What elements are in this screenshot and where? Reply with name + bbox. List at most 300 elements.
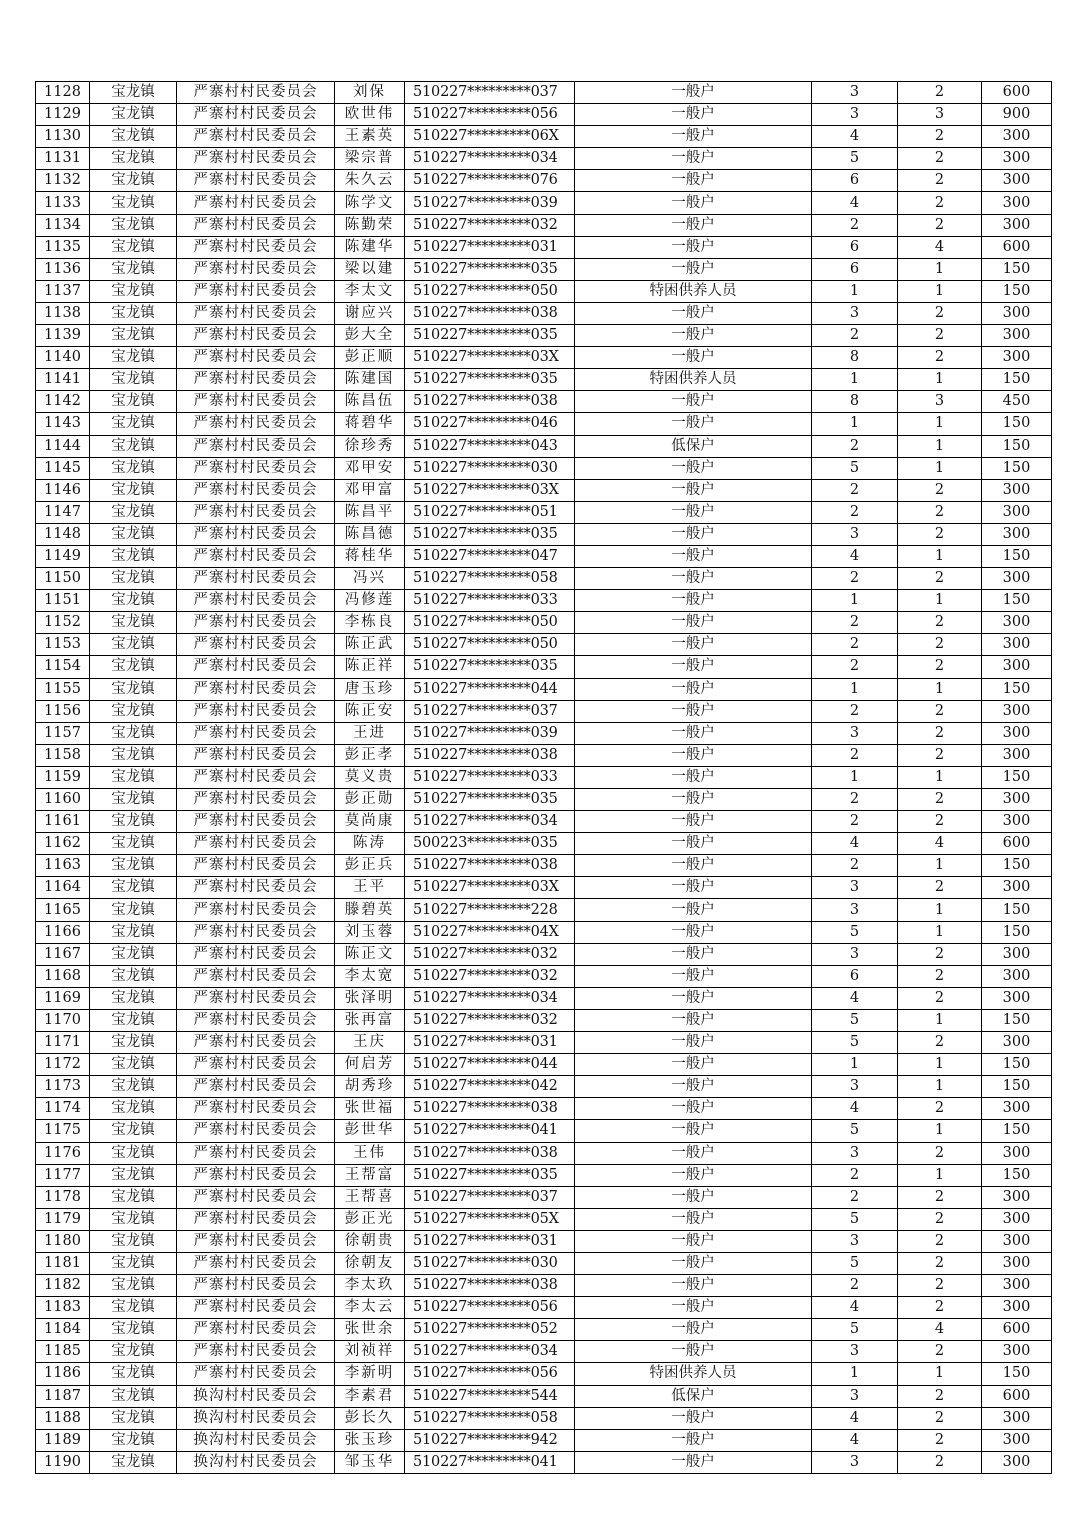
id-number-cell: 510227*********038	[405, 855, 575, 877]
table-row	[36, 1429, 1052, 1451]
person-name-cell: 张泽明	[335, 987, 405, 1009]
household-type-cell: 一般户	[575, 258, 812, 280]
person-name-cell: 李太云	[335, 1297, 405, 1319]
household-size-cell: 4	[812, 1297, 898, 1319]
town-cell: 宝龙镇	[90, 302, 177, 324]
town-cell: 宝龙镇	[90, 1076, 177, 1098]
amount-cell: 300	[982, 126, 1052, 148]
town-cell: 宝龙镇	[90, 811, 177, 833]
row-number-cell: 1128	[36, 82, 90, 104]
id-number-cell: 510227*********032	[405, 1009, 575, 1031]
household-type-cell: 一般户	[575, 457, 812, 479]
person-name-cell: 王庆	[335, 1032, 405, 1054]
amount-cell: 300	[982, 523, 1052, 545]
village-committee-cell: 严寨村村民委员会	[177, 1098, 335, 1120]
table-row	[36, 1252, 1052, 1274]
household-type-cell: 一般户	[575, 855, 812, 877]
amount-cell: 300	[982, 789, 1052, 811]
village-committee-cell: 严寨村村民委员会	[177, 126, 335, 148]
beneficiary-count-cell: 1	[898, 1009, 982, 1031]
household-size-cell: 3	[812, 1385, 898, 1407]
id-number-cell: 510227*********032	[405, 214, 575, 236]
id-number-cell: 510227*********05X	[405, 1208, 575, 1230]
household-size-cell: 8	[812, 347, 898, 369]
person-name-cell: 李素君	[335, 1385, 405, 1407]
household-type-cell: 一般户	[575, 1252, 812, 1274]
beneficiary-count-cell: 1	[898, 545, 982, 567]
person-name-cell: 陈勤荣	[335, 214, 405, 236]
household-type-cell: 一般户	[575, 877, 812, 899]
table-row	[36, 192, 1052, 214]
amount-cell: 150	[982, 280, 1052, 302]
person-name-cell: 彭正勋	[335, 789, 405, 811]
household-type-cell: 一般户	[575, 170, 812, 192]
village-committee-cell: 换沟村村民委员会	[177, 1385, 335, 1407]
id-number-cell: 510227*********033	[405, 590, 575, 612]
household-type-cell: 一般户	[575, 899, 812, 921]
id-number-cell: 500223*********035	[405, 833, 575, 855]
household-type-cell: 一般户	[575, 1407, 812, 1429]
amount-cell: 300	[982, 965, 1052, 987]
amount-cell: 300	[982, 987, 1052, 1009]
village-committee-cell: 严寨村村民委员会	[177, 1208, 335, 1230]
table-row	[36, 347, 1052, 369]
row-number-cell: 1147	[36, 501, 90, 523]
village-committee-cell: 严寨村村民委员会	[177, 236, 335, 258]
household-size-cell: 2	[812, 214, 898, 236]
table-row	[36, 104, 1052, 126]
row-number-cell: 1172	[36, 1054, 90, 1076]
table-row	[36, 148, 1052, 170]
village-committee-cell: 严寨村村民委员会	[177, 921, 335, 943]
id-number-cell: 510227*********228	[405, 899, 575, 921]
row-number-cell: 1137	[36, 280, 90, 302]
amount-cell: 300	[982, 943, 1052, 965]
table-row	[36, 855, 1052, 877]
town-cell: 宝龙镇	[90, 435, 177, 457]
household-size-cell: 1	[812, 590, 898, 612]
id-number-cell: 510227*********06X	[405, 126, 575, 148]
household-type-cell: 一般户	[575, 1208, 812, 1230]
amount-cell: 600	[982, 1385, 1052, 1407]
person-name-cell: 张玉珍	[335, 1429, 405, 1451]
person-name-cell: 王帮喜	[335, 1186, 405, 1208]
amount-cell: 300	[982, 1032, 1052, 1054]
id-number-cell: 510227*********076	[405, 170, 575, 192]
table-row	[36, 325, 1052, 347]
row-number-cell: 1175	[36, 1120, 90, 1142]
beneficiary-count-cell: 1	[898, 855, 982, 877]
village-committee-cell: 严寨村村民委员会	[177, 148, 335, 170]
village-committee-cell: 严寨村村民委员会	[177, 104, 335, 126]
household-type-cell: 一般户	[575, 479, 812, 501]
beneficiary-count-cell: 2	[898, 1429, 982, 1451]
row-number-cell: 1187	[36, 1385, 90, 1407]
household-type-cell: 一般户	[575, 1054, 812, 1076]
id-number-cell: 510227*********052	[405, 1319, 575, 1341]
row-number-cell: 1181	[36, 1252, 90, 1274]
household-size-cell: 2	[812, 700, 898, 722]
town-cell: 宝龙镇	[90, 1363, 177, 1385]
beneficiary-count-cell: 2	[898, 1186, 982, 1208]
beneficiary-count-cell: 2	[898, 634, 982, 656]
household-type-cell: 一般户	[575, 833, 812, 855]
table-row	[36, 1186, 1052, 1208]
person-name-cell: 彭正兵	[335, 855, 405, 877]
id-number-cell: 510227*********039	[405, 722, 575, 744]
table-row	[36, 1098, 1052, 1120]
person-name-cell: 李栋良	[335, 612, 405, 634]
beneficiary-count-cell: 2	[898, 1208, 982, 1230]
beneficiary-count-cell: 2	[898, 722, 982, 744]
row-number-cell: 1143	[36, 413, 90, 435]
table-row	[36, 744, 1052, 766]
beneficiary-count-cell: 2	[898, 943, 982, 965]
village-committee-cell: 严寨村村民委员会	[177, 1275, 335, 1297]
household-type-cell: 一般户	[575, 1186, 812, 1208]
household-type-cell: 一般户	[575, 82, 812, 104]
village-committee-cell: 严寨村村民委员会	[177, 899, 335, 921]
household-type-cell: 一般户	[575, 612, 812, 634]
table-row	[36, 170, 1052, 192]
household-size-cell: 1	[812, 678, 898, 700]
village-committee-cell: 严寨村村民委员会	[177, 1297, 335, 1319]
table-row	[36, 1208, 1052, 1230]
id-number-cell: 510227*********051	[405, 501, 575, 523]
id-number-cell: 510227*********038	[405, 1142, 575, 1164]
amount-cell: 300	[982, 1186, 1052, 1208]
row-number-cell: 1130	[36, 126, 90, 148]
table-row	[36, 612, 1052, 634]
village-committee-cell: 严寨村村民委员会	[177, 678, 335, 700]
row-number-cell: 1141	[36, 369, 90, 391]
household-type-cell: 一般户	[575, 568, 812, 590]
table-row	[36, 126, 1052, 148]
town-cell: 宝龙镇	[90, 126, 177, 148]
beneficiary-count-cell: 2	[898, 1142, 982, 1164]
household-size-cell: 2	[812, 855, 898, 877]
beneficiary-count-cell: 2	[898, 170, 982, 192]
beneficiary-table	[35, 81, 1052, 1474]
row-number-cell: 1129	[36, 104, 90, 126]
id-number-cell: 510227*********031	[405, 1032, 575, 1054]
household-size-cell: 2	[812, 1164, 898, 1186]
person-name-cell: 莫义贵	[335, 766, 405, 788]
row-number-cell: 1185	[36, 1341, 90, 1363]
amount-cell: 900	[982, 104, 1052, 126]
beneficiary-count-cell: 3	[898, 391, 982, 413]
id-number-cell: 510227*********032	[405, 965, 575, 987]
amount-cell: 150	[982, 1076, 1052, 1098]
id-number-cell: 510227*********046	[405, 413, 575, 435]
town-cell: 宝龙镇	[90, 280, 177, 302]
household-size-cell: 1	[812, 413, 898, 435]
person-name-cell: 刘祯祥	[335, 1341, 405, 1363]
household-size-cell: 2	[812, 789, 898, 811]
id-number-cell: 510227*********03X	[405, 347, 575, 369]
village-committee-cell: 严寨村村民委员会	[177, 766, 335, 788]
beneficiary-count-cell: 2	[898, 214, 982, 236]
village-committee-cell: 严寨村村民委员会	[177, 347, 335, 369]
person-name-cell: 梁宗普	[335, 148, 405, 170]
household-type-cell: 一般户	[575, 722, 812, 744]
amount-cell: 150	[982, 1009, 1052, 1031]
row-number-cell: 1142	[36, 391, 90, 413]
amount-cell: 150	[982, 545, 1052, 567]
household-type-cell: 一般户	[575, 1076, 812, 1098]
row-number-cell: 1151	[36, 590, 90, 612]
id-number-cell: 510227*********035	[405, 369, 575, 391]
household-type-cell: 一般户	[575, 1297, 812, 1319]
beneficiary-count-cell: 2	[898, 1252, 982, 1274]
row-number-cell: 1146	[36, 479, 90, 501]
household-type-cell: 一般户	[575, 590, 812, 612]
person-name-cell: 彭长久	[335, 1407, 405, 1429]
person-name-cell: 李太玖	[335, 1275, 405, 1297]
household-type-cell: 低保户	[575, 1385, 812, 1407]
id-number-cell: 510227*********038	[405, 1098, 575, 1120]
amount-cell: 300	[982, 1407, 1052, 1429]
person-name-cell: 陈建华	[335, 236, 405, 258]
household-type-cell: 一般户	[575, 1451, 812, 1473]
household-size-cell: 1	[812, 766, 898, 788]
town-cell: 宝龙镇	[90, 590, 177, 612]
id-number-cell: 510227*********03X	[405, 877, 575, 899]
village-committee-cell: 严寨村村民委员会	[177, 258, 335, 280]
village-committee-cell: 换沟村村民委员会	[177, 1429, 335, 1451]
id-number-cell: 510227*********033	[405, 766, 575, 788]
row-number-cell: 1162	[36, 833, 90, 855]
village-committee-cell: 严寨村村民委员会	[177, 590, 335, 612]
village-committee-cell: 严寨村村民委员会	[177, 656, 335, 678]
beneficiary-count-cell: 1	[898, 678, 982, 700]
id-number-cell: 510227*********050	[405, 280, 575, 302]
table-row	[36, 1120, 1052, 1142]
beneficiary-count-cell: 1	[898, 1054, 982, 1076]
person-name-cell: 彭世华	[335, 1120, 405, 1142]
household-size-cell: 2	[812, 1275, 898, 1297]
household-size-cell: 3	[812, 899, 898, 921]
town-cell: 宝龙镇	[90, 744, 177, 766]
household-size-cell: 3	[812, 302, 898, 324]
row-number-cell: 1184	[36, 1319, 90, 1341]
table-row	[36, 1164, 1052, 1186]
row-number-cell: 1161	[36, 811, 90, 833]
amount-cell: 300	[982, 1341, 1052, 1363]
town-cell: 宝龙镇	[90, 104, 177, 126]
id-number-cell: 510227*********038	[405, 302, 575, 324]
beneficiary-count-cell: 2	[898, 1385, 982, 1407]
id-number-cell: 510227*********030	[405, 1252, 575, 1274]
household-type-cell: 一般户	[575, 987, 812, 1009]
row-number-cell: 1159	[36, 766, 90, 788]
town-cell: 宝龙镇	[90, 457, 177, 479]
table-row	[36, 1142, 1052, 1164]
table-row	[36, 987, 1052, 1009]
household-type-cell: 特困供养人员	[575, 1363, 812, 1385]
household-size-cell: 6	[812, 236, 898, 258]
person-name-cell: 刘玉蓉	[335, 921, 405, 943]
amount-cell: 300	[982, 479, 1052, 501]
amount-cell: 150	[982, 899, 1052, 921]
person-name-cell: 邹玉华	[335, 1451, 405, 1473]
town-cell: 宝龙镇	[90, 1098, 177, 1120]
table-row	[36, 965, 1052, 987]
table-row	[36, 943, 1052, 965]
household-size-cell: 4	[812, 833, 898, 855]
amount-cell: 300	[982, 722, 1052, 744]
town-cell: 宝龙镇	[90, 1297, 177, 1319]
amount-cell: 300	[982, 612, 1052, 634]
amount-cell: 450	[982, 391, 1052, 413]
household-size-cell: 3	[812, 943, 898, 965]
table-row	[36, 82, 1052, 104]
beneficiary-count-cell: 1	[898, 766, 982, 788]
row-number-cell: 1178	[36, 1186, 90, 1208]
table-row	[36, 1054, 1052, 1076]
row-number-cell: 1145	[36, 457, 90, 479]
table-row	[36, 435, 1052, 457]
person-name-cell: 莫尚康	[335, 811, 405, 833]
row-number-cell: 1164	[36, 877, 90, 899]
town-cell: 宝龙镇	[90, 1009, 177, 1031]
person-name-cell: 彭正光	[335, 1208, 405, 1230]
table-row	[36, 590, 1052, 612]
village-committee-cell: 严寨村村民委员会	[177, 1319, 335, 1341]
village-committee-cell: 严寨村村民委员会	[177, 612, 335, 634]
village-committee-cell: 严寨村村民委员会	[177, 479, 335, 501]
village-committee-cell: 严寨村村民委员会	[177, 501, 335, 523]
amount-cell: 150	[982, 590, 1052, 612]
person-name-cell: 陈昌平	[335, 501, 405, 523]
id-number-cell: 510227*********041	[405, 1451, 575, 1473]
beneficiary-count-cell: 1	[898, 921, 982, 943]
person-name-cell: 陈学文	[335, 192, 405, 214]
amount-cell: 300	[982, 1230, 1052, 1252]
table-row	[36, 413, 1052, 435]
row-number-cell: 1179	[36, 1208, 90, 1230]
id-number-cell: 510227*********035	[405, 325, 575, 347]
beneficiary-count-cell: 1	[898, 590, 982, 612]
beneficiary-count-cell: 1	[898, 280, 982, 302]
row-number-cell: 1156	[36, 700, 90, 722]
beneficiary-count-cell: 2	[898, 501, 982, 523]
beneficiary-count-cell: 1	[898, 258, 982, 280]
id-number-cell: 510227*********058	[405, 568, 575, 590]
household-size-cell: 6	[812, 258, 898, 280]
person-name-cell: 李太文	[335, 280, 405, 302]
household-type-cell: 一般户	[575, 700, 812, 722]
household-type-cell: 一般户	[575, 104, 812, 126]
table-row	[36, 1297, 1052, 1319]
beneficiary-count-cell: 2	[898, 82, 982, 104]
household-size-cell: 3	[812, 523, 898, 545]
household-size-cell: 4	[812, 987, 898, 1009]
household-type-cell: 一般户	[575, 1429, 812, 1451]
row-number-cell: 1165	[36, 899, 90, 921]
beneficiary-count-cell: 4	[898, 236, 982, 258]
household-size-cell: 2	[812, 325, 898, 347]
person-name-cell: 邓甲富	[335, 479, 405, 501]
household-type-cell: 一般户	[575, 1275, 812, 1297]
row-number-cell: 1174	[36, 1098, 90, 1120]
amount-cell: 300	[982, 1098, 1052, 1120]
household-size-cell: 3	[812, 82, 898, 104]
household-size-cell: 2	[812, 612, 898, 634]
amount-cell: 600	[982, 82, 1052, 104]
table-row	[36, 656, 1052, 678]
village-committee-cell: 严寨村村民委员会	[177, 877, 335, 899]
village-committee-cell: 严寨村村民委员会	[177, 634, 335, 656]
id-number-cell: 510227*********056	[405, 1363, 575, 1385]
id-number-cell: 510227*********058	[405, 1407, 575, 1429]
table-row	[36, 1341, 1052, 1363]
town-cell: 宝龙镇	[90, 1275, 177, 1297]
village-committee-cell: 严寨村村民委员会	[177, 1164, 335, 1186]
person-name-cell: 陈建国	[335, 369, 405, 391]
id-number-cell: 510227*********039	[405, 192, 575, 214]
id-number-cell: 510227*********035	[405, 1164, 575, 1186]
person-name-cell: 王素英	[335, 126, 405, 148]
household-size-cell: 2	[812, 479, 898, 501]
person-name-cell: 陈涛	[335, 833, 405, 855]
household-size-cell: 8	[812, 391, 898, 413]
amount-cell: 300	[982, 811, 1052, 833]
row-number-cell: 1133	[36, 192, 90, 214]
village-committee-cell: 严寨村村民委员会	[177, 1009, 335, 1031]
household-type-cell: 一般户	[575, 148, 812, 170]
household-size-cell: 5	[812, 148, 898, 170]
household-type-cell: 一般户	[575, 1120, 812, 1142]
household-type-cell: 低保户	[575, 435, 812, 457]
household-type-cell: 特困供养人员	[575, 280, 812, 302]
household-size-cell: 4	[812, 1407, 898, 1429]
table-row	[36, 1230, 1052, 1252]
household-type-cell: 一般户	[575, 1341, 812, 1363]
beneficiary-count-cell: 4	[898, 1319, 982, 1341]
table-row	[36, 568, 1052, 590]
person-name-cell: 滕碧英	[335, 899, 405, 921]
town-cell: 宝龙镇	[90, 192, 177, 214]
table-row	[36, 501, 1052, 523]
row-number-cell: 1180	[36, 1230, 90, 1252]
village-committee-cell: 严寨村村民委员会	[177, 744, 335, 766]
person-name-cell: 欧世伟	[335, 104, 405, 126]
beneficiary-count-cell: 2	[898, 811, 982, 833]
row-number-cell: 1170	[36, 1009, 90, 1031]
household-size-cell: 5	[812, 1208, 898, 1230]
amount-cell: 150	[982, 766, 1052, 788]
household-type-cell: 一般户	[575, 1164, 812, 1186]
person-name-cell: 冯兴	[335, 568, 405, 590]
amount-cell: 150	[982, 435, 1052, 457]
town-cell: 宝龙镇	[90, 1142, 177, 1164]
village-committee-cell: 严寨村村民委员会	[177, 1120, 335, 1142]
id-number-cell: 510227*********042	[405, 1076, 575, 1098]
beneficiary-count-cell: 2	[898, 789, 982, 811]
village-committee-cell: 严寨村村民委员会	[177, 170, 335, 192]
table-row	[36, 921, 1052, 943]
amount-cell: 300	[982, 214, 1052, 236]
person-name-cell: 蒋碧华	[335, 413, 405, 435]
amount-cell: 300	[982, 634, 1052, 656]
person-name-cell: 徐朝贵	[335, 1230, 405, 1252]
village-committee-cell: 严寨村村民委员会	[177, 700, 335, 722]
table-row	[36, 833, 1052, 855]
row-number-cell: 1150	[36, 568, 90, 590]
id-number-cell: 510227*********041	[405, 1120, 575, 1142]
id-number-cell: 510227*********056	[405, 104, 575, 126]
